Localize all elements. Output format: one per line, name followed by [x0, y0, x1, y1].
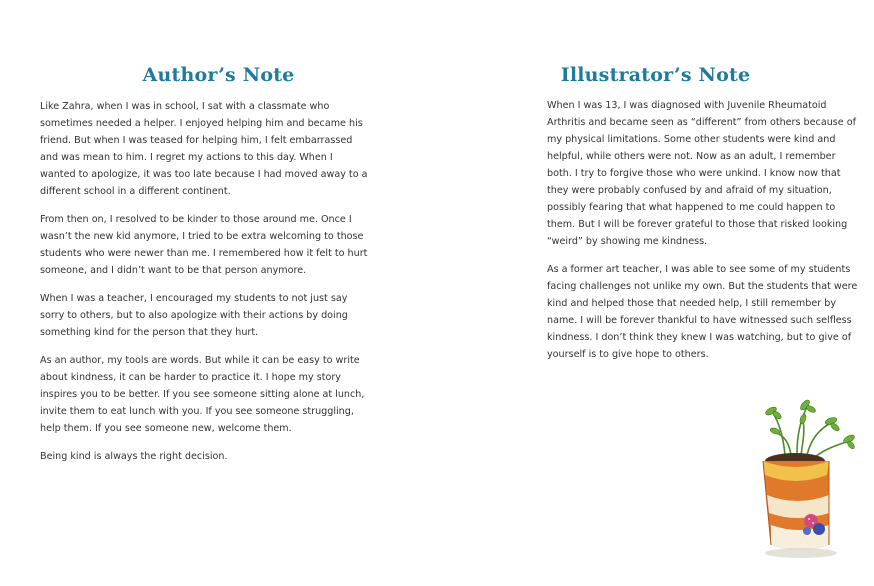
illustrators-note-body	[547, 97, 859, 374]
authors-note-paragraph-5: Being kind is always the right decision.	[40, 451, 228, 462]
authors-note-paragraph-4: As an author, my tools are words. But while it can be easy to write about kindness, it can be harder to practice it. I hope my story inspires you to be better. If you see someone sitting alone at lunch, invite them to eat lunch with you. If you see someone struggling, help them. If you see someone new, welcome them.	[40, 355, 365, 434]
illustrators-note-title: Illustrator’s Note	[560, 64, 751, 86]
illustrators-note-paragraph-2: As a former art teacher, I was able to see some of my students facing challenges not unlike my own. But the students that were kind and helped those that needed help, I still remember by name. I will be forever thankful to have witnessed such selfless kindness. I don’t think they knew I was watching, but to give of yourself is to give hope to others.	[547, 264, 858, 360]
illustrators-note-paragraph-1: When I was 13, I was diagnosed with Juvenile Rheumatoid Arthritis and became seen as “different” from others because of my physical limitations. Some other students were kind and helpful, while others were not. Now as an adult, I remember both. I try to forgive those who were unkind. I know now that they were probably confused by and afraid of my situation, possibly fearing that what happened to me could happen to them. But I will be forever grateful to those that risked looking “weird” by showing me kindness.	[547, 100, 856, 247]
authors-note-paragraph-3: When I was a teacher, I encouraged my students to not just say sorry to others, but to also apologize with their actions by doing something kind for the person that they hurt.	[40, 293, 348, 338]
authors-note-paragraph-1: Like Zahra, when I was in school, I sat with a classmate who sometimes needed a helper. I enjoyed helping him and became his friend. But when I was teased for helping him, I felt embarrassed and was mean to him. I regret my actions to this day. When I wanted to apologize, it was too late because I had moved away to a different school in a different continent.	[40, 101, 368, 197]
authors-note-body	[40, 98, 370, 476]
authors-note-paragraph-2: From then on, I resolved to be kinder to those around me. Once I wasn’t the new kid anymore, I tried to be extra welcoming to those students who were newer than me. I remembered how it felt to hurt someone, and I didn’t want to be that person anymore.	[40, 214, 368, 276]
authors-note-title: Author’s Note	[142, 64, 295, 86]
sprouting-plant-cup-icon	[745, 395, 865, 565]
